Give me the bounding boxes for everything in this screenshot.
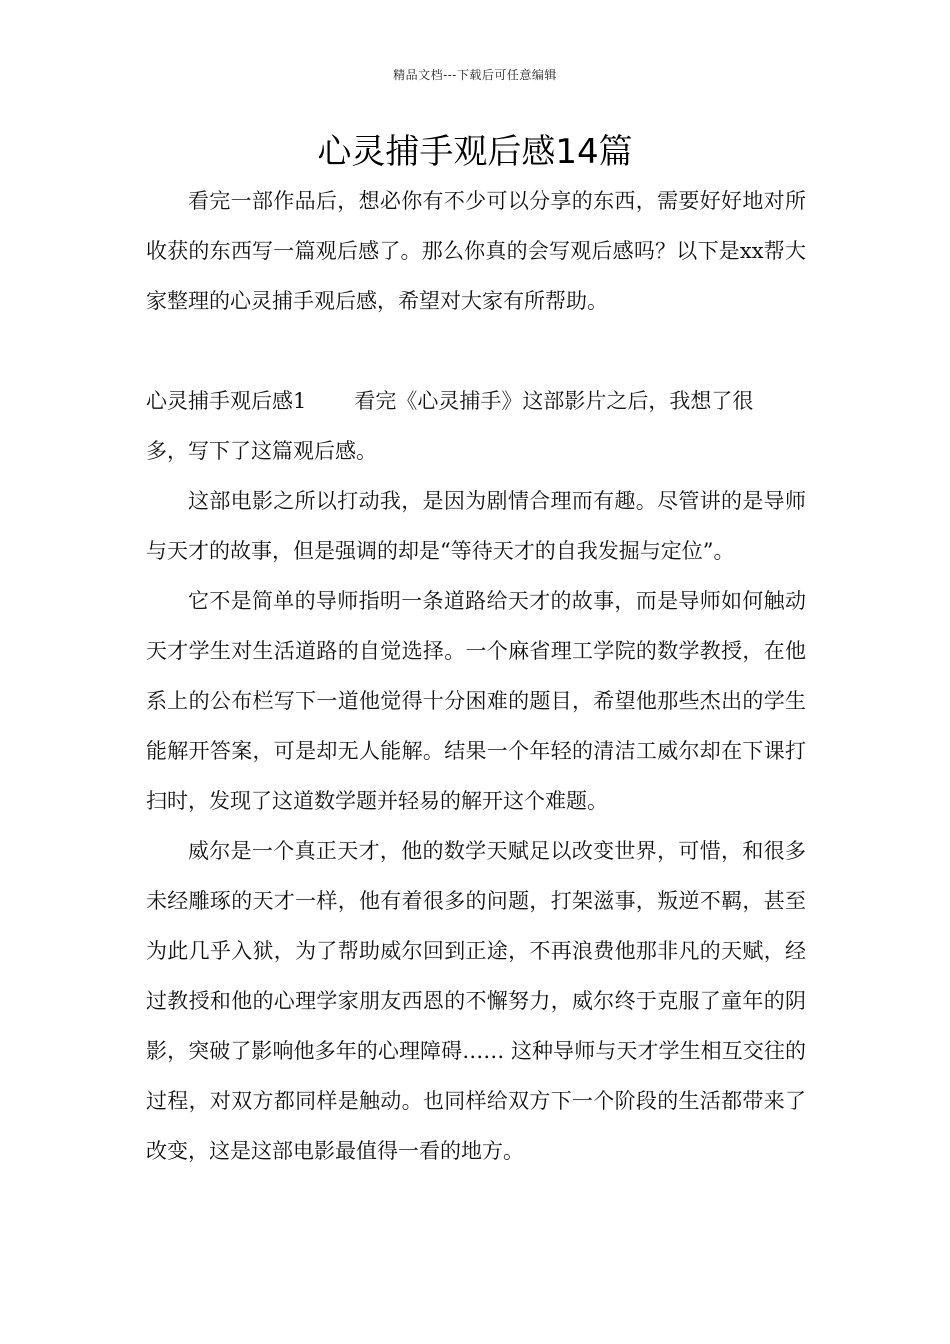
section-heading: 心灵捕手观后感1 [146,389,307,413]
body-paragraph-1: 这部电影之所以打动我，是因为剧情合理而有趣。尽管讲的是导师与天才的故事，但是强调的却是“等待天才的自我发掘与定位”。 [146,489,806,563]
page-title: 心灵捕手观后感14篇 [317,132,633,172]
document-body [146,176,806,1176]
section-first-line: 看完《心灵捕手》这部影片之后，我想了很 [354,389,754,413]
section-heading-line [146,376,806,426]
body-paragraph-2: 它不是简单的导师指明一条道路给天才的故事，而是导师如何触动天才学生对生活道路的自觉选择。一个麻省理工学院的数学教授，在他系上的公布栏写下一道他觉得十分困难的题目，希望他那些杰出的学生能解开答案，可是却无人能解。结果一个年轻的清洁工威尔却在下课打扫时，发现了这道数学题并轻易的解开这个难题。 [146,589,806,813]
intro-paragraph: 看完一部作品后，想必你有不少可以分享的东西，需要好好地对所收获的东西写一篇观后感了。那么你真的会写观后感吗？以下是xx帮大家整理的心灵捕手观后感，希望对大家有所帮助。 [146,189,806,313]
body-paragraph-3: 威尔是一个真正天才，他的数学天赋足以改变世界，可惜，和很多未经雕琢的天才一样，他有着很多的问题，打架滋事，叛逆不羁，甚至为此几乎入狱，为了帮助威尔回到正途，不再浪费他那非凡的天赋，经过教授和他的心理学家朋友西恩的不懈努力，威尔终于克服了童年的阴影，突破了影响他多年的心理障碍…… 这种导师与天才学生相互交往的过程，对双方都同样是触动。也同样给双方下一个阶段的生活都带来了改变，这是这部电影最值得一看的地方。 [146,839,806,1163]
paragraph-gap [146,326,806,376]
header-note: 精品文档---下载后可任意编辑 [393,68,557,82]
section-first-line-continued: 多，写下了这篇观后感。 [146,439,377,463]
